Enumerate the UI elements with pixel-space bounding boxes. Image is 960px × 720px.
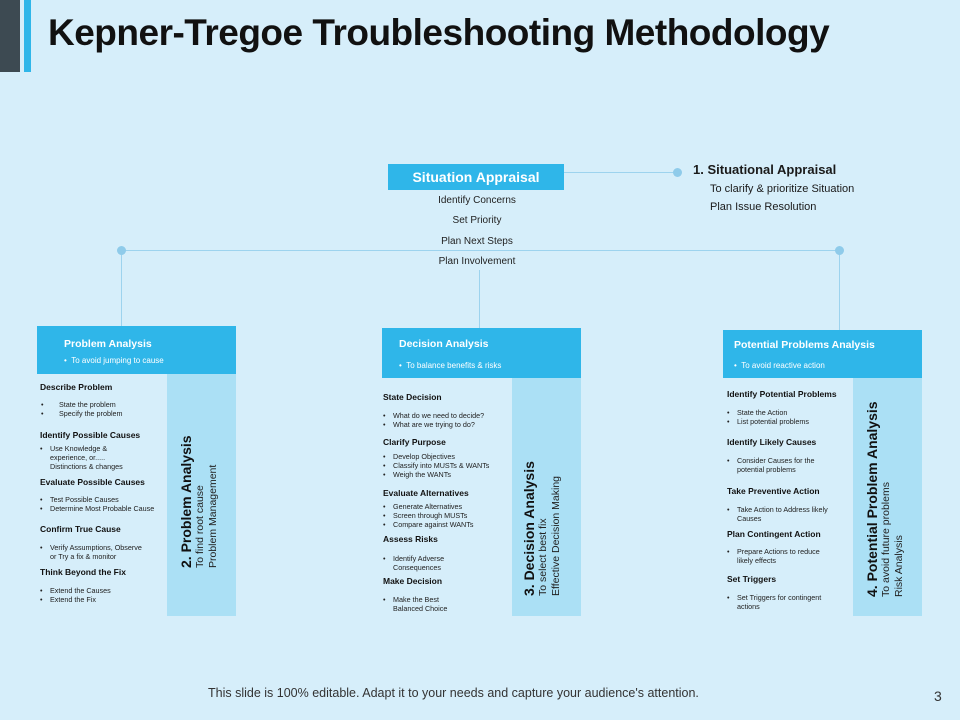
section-title: Think Beyond the Fix [40,567,126,577]
connector-center-vertical [479,270,480,328]
section-bullet: • Weigh the WANTs [383,470,489,479]
section-list [383,452,489,480]
column-header-title: Decision Analysis [399,338,489,350]
section-bullet: • Generate Alternatives [383,502,473,511]
section-bullet: • State the problem [40,400,123,409]
bullet-text: Distinctions & changes [50,462,123,472]
side-panel-title: 4. Potential Problem Analysis [864,401,880,597]
decision-analysis-side-panel [512,378,581,616]
section-bullet: • Extend the Causes [40,586,111,595]
bullet-text: Set Triggers for contingent [737,593,822,602]
connector-dot-right [835,246,844,255]
potential-problems-side-panel [853,378,922,616]
connector-dot-situation [673,168,682,177]
section-title: Confirm True Cause [40,524,121,534]
bullet-text: potential problems [737,465,796,475]
section-bullet [727,547,820,565]
section-title: Identify Likely Causes [727,437,817,447]
situation-appraisal-header: Situation Appraisal [388,164,564,190]
section-bullet [40,543,142,561]
section-list [40,444,160,472]
side-panel-line: To find root cause [194,485,206,568]
section-title: Describe Problem [40,382,113,392]
section-bullet [40,444,160,472]
connector-dot-left [117,246,126,255]
side-panel-line: To avoid future problems [880,482,892,597]
connector-horizontal [121,250,840,251]
problem-analysis-header [37,326,236,374]
page-title: Kepner-Tregoe Troubleshooting Methodology [48,12,830,53]
section-bullet: • Classify into MUSTs & WANTs [383,461,489,470]
section-list [727,593,821,611]
bullet-text: Make the Best [393,595,439,604]
column-header-title: Problem Analysis [64,338,152,350]
potential-problems-analysis-header [723,330,922,378]
section-bullet [727,505,828,523]
column-header-sub-text: To avoid jumping to cause [71,356,164,365]
connector-left-vertical [121,250,122,327]
section-bullet: • What do we need to decide? [383,411,484,420]
section-bullet: • Compare against WANTs [383,520,473,529]
bullet-text: Consider Causes for the [737,456,815,465]
section-bullet: • Develop Objectives [383,452,489,461]
situation-item: Plan Involvement [438,256,516,267]
situational-appraisal-title: 1. Situational Appraisal [693,162,837,177]
section-title: Identify Possible Causes [40,430,141,440]
bullet-text: Causes [737,514,762,524]
side-panel-title: 3. Decision Analysis [521,461,537,596]
column-header-sub: • To balance benefits & risks [399,361,502,370]
bullet-text: Identify Adverse [393,554,445,563]
bullet-text: Prepare Actions to reduce [737,547,820,556]
section-title: Clarify Purpose [383,437,446,447]
bullet-text: Verify Assumptions, Observe [50,543,142,552]
section-bullet [727,593,821,611]
bullet-text: or Try a fix & monitor [50,552,117,562]
section-bullet: • Test Possible Causes [40,495,154,504]
section-list [383,411,484,429]
bullet-text: actions [737,602,760,612]
bullet-text: Take Action to Address likely [737,505,828,514]
column-header-sub: • To avoid jumping to cause [64,356,164,365]
section-bullet: • What are we trying to do? [383,420,484,429]
situation-item: Set Priority [452,215,502,226]
section-list [40,543,142,561]
section-bullet: • State the Action [727,408,809,417]
bullet-text: likely effects [737,556,777,566]
side-panel-text [521,461,563,596]
section-title: Take Preventive Action [727,486,820,496]
bullet-text: Use Knowledge & [50,444,108,453]
section-list [40,400,123,418]
section-title: Evaluate Alternatives [383,488,469,498]
situation-item: Identify Concerns [438,195,516,206]
section-list [40,586,111,604]
column-header-title: Potential Problems Analysis [734,339,875,351]
bullet-text: Balanced Choice [393,604,448,614]
side-panel-line: Problem Management [207,464,219,568]
side-panel-line: Risk Analysis [893,535,905,597]
section-bullet: • Extend the Fix [40,595,111,604]
bullet-text: experience, or..... [50,453,106,463]
section-title: Plan Contingent Action [727,529,821,539]
section-list [383,502,473,530]
section-bullet: • Screen through MUSTs [383,511,473,520]
situational-appraisal-desc: Plan Issue Resolution [710,201,817,213]
section-title: Assess Risks [383,534,438,544]
section-title: Evaluate Possible Causes [40,477,145,487]
decision-analysis-header [382,328,581,378]
section-list [383,554,444,572]
section-list [383,595,447,613]
section-bullet: • Specify the problem [40,409,123,418]
section-list [727,547,820,565]
connector-right-vertical [839,250,840,330]
problem-analysis-side-panel [167,374,236,616]
connector-situation-desc [564,172,678,173]
section-list [727,456,815,474]
column-header-sub-text: To balance benefits & risks [406,361,502,370]
section-title: Set Triggers [727,574,777,584]
side-panel-text [864,401,906,597]
section-bullet [383,595,447,613]
column-header-sub: • To avoid reactive action [734,361,825,370]
side-panel-title: 2. Problem Analysis [178,435,194,568]
situation-item: Plan Next Steps [441,236,513,247]
column-header-sub-text: To avoid reactive action [741,361,825,370]
title-accent-bar-dark [0,0,20,72]
section-bullet: • Determine Most Probable Cause [40,504,154,513]
side-panel-line: Effective Decision Making [550,475,562,596]
page-number: 3 [934,688,942,704]
side-panel-line: To select best fix [537,518,549,596]
situational-appraisal-desc: To clarify & prioritize Situation [710,183,855,195]
title-accent-bar-blue [24,0,31,72]
section-title: State Decision [383,392,442,402]
side-panel-text [178,435,220,568]
footer-note: This slide is 100% editable. Adapt it to your needs and capture your audience's attention. [208,686,699,700]
section-list [727,408,809,426]
section-bullet [727,456,815,474]
section-bullet [383,554,444,572]
section-list [40,495,154,513]
section-title: Identify Potential Problems [727,389,837,399]
section-title: Make Decision [383,576,443,586]
section-bullet: • List potential problems [727,417,809,426]
section-list [727,505,828,523]
bullet-text: Consequences [393,563,441,573]
